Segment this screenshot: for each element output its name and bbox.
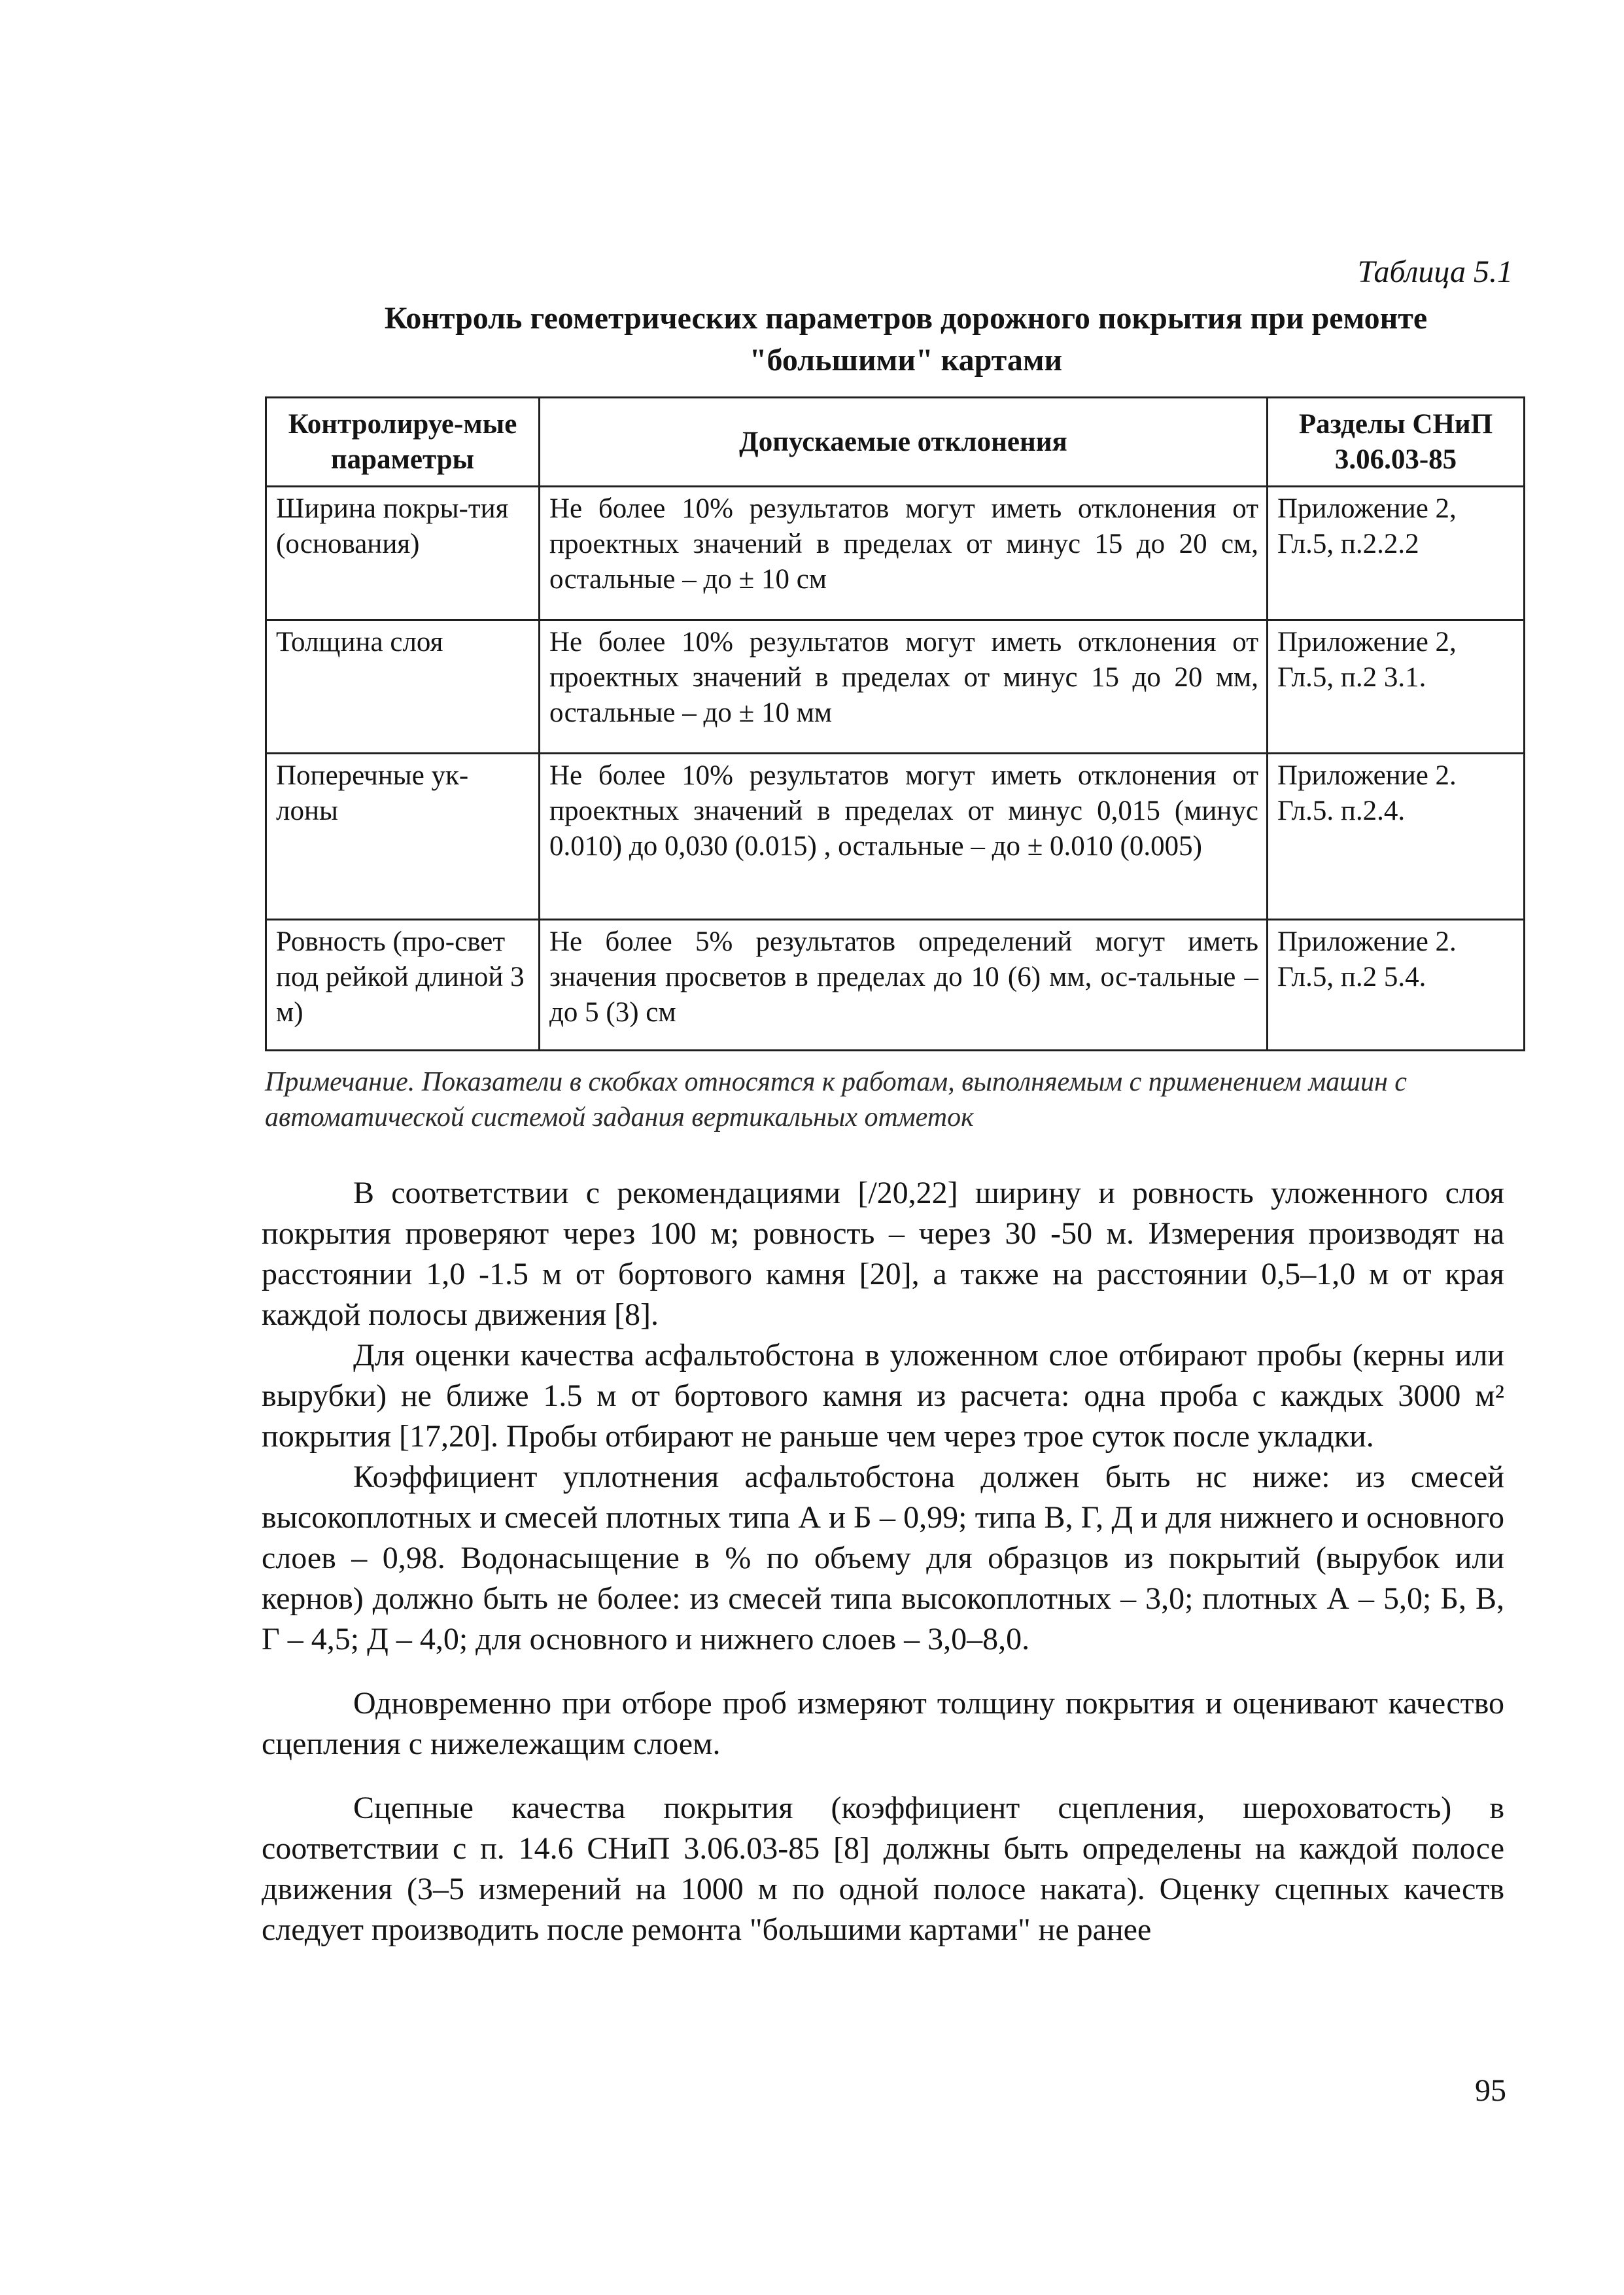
section-cell: Приложение 2, Гл.5, п.2 3.1. [1268,620,1525,754]
paragraph: Сцепные качества покрытия (коэффициент сцепления, шероховатость) в соответствии с п. 14.6 СНиП 3.06.03-85 [8] должны быть определены на каждой полосе движения (3–5 измерений на 1000 м по одной полосе наката). Оценку сцепных качеств следует производить после ремонта "большими картами" не ранее [262,1791,1504,1947]
table-row [266,487,1525,620]
paragraph: В соответствии с рекомендациями [/20,22] ширину и ровность уложенного слоя покрытия проверяют через 100 м; ровность – через 30 -50 м. Измерения производят на расстоянии 1,0 -1.5 м от бортового камня [20], а также на расстоянии 0,5–1,0 м от края каждой полосы движения [8]. [262,1176,1504,1332]
section-cell: Приложение 2, Гл.5, п.2.2.2 [1268,487,1525,620]
table-title [265,298,1547,381]
page-number: 95 [1475,2073,1506,2108]
paragraph: Одновременно при отборе проб измеряют толщину покрытия и оценивают качество сцепления с нижележащим слоем. [262,1686,1504,1761]
deviation-cell: Не более 5% результатов определений могут иметь значения просветов в пределах до 10 (6) мм, ос-тальные – до 5 (3) см [540,920,1268,1051]
parameter-cell: Толщина слоя [266,620,540,754]
column-header-deviations: Допускаемые отклонения [540,398,1268,487]
column-header-parameters: Контролируе-мые параметры [266,398,540,487]
table-header-row [266,398,1525,487]
paragraph: Коэффициент уплотнения асфальтобстона должен быть нс ниже: из смесей высокоплотных и смесей плотных типа А и Б – 0,99; типа В, Г, Д и для нижнего и основного слоев – 0,98. Водонасыщение в % по объему для образцов из покрытий (вырубок или кернов) должно быть не более: из смесей типа высокоплотных – 3,0; плотных А – 5,0; Б, В, Г – 4,5; Д – 4,0; для основного и нижнего слоев – 3,0–8,0. [262,1460,1504,1656]
parameter-cell: Поперечные ук-лоны [266,754,540,920]
table-row [266,620,1525,754]
table-row [266,920,1525,1051]
deviation-cell: Не более 10% результатов могут иметь отклонения от проектных значений в пределах от минус 15 до 20 см, остальные – до ± 10 см [540,487,1268,620]
parameter-cell: Ровность (про-свет под рейкой длиной 3 м) [266,920,540,1051]
table-title-line-2: "большими" картами [749,343,1063,377]
table-label: Таблица 5.1 [1357,254,1513,289]
body-text [262,1173,1504,1950]
parameter-cell: Ширина покры-тия (основания) [266,487,540,620]
table-title-line-1: Контроль геометрических параметров дорожного покрытия при ремонте [384,301,1428,336]
geometry-control-table [265,396,1525,1051]
section-cell: Приложение 2. Гл.5. п.2.4. [1268,754,1525,920]
deviation-cell: Не более 10% результатов могут иметь отклонения от проектных значений в пределах от минус 15 до 20 мм, остальные – до ± 10 мм [540,620,1268,754]
section-cell: Приложение 2. Гл.5, п.2 5.4. [1268,920,1525,1051]
table-row [266,754,1525,920]
paragraph: Для оценки качества асфальтобстона в уложенном слое отбирают пробы (керны или вырубки) не ближе 1.5 м от бортового камня из расчета: одна проба с каждых 3000 м² покрытия [17,20]. Пробы отбирают не раньше чем через трое суток после укладки. [262,1338,1504,1454]
column-header-snip-sections: Разделы СНиП 3.06.03-85 [1268,398,1525,487]
table-note: Примечание. Показатели в скобках относятся к работам, выполняемым с применением машин с автоматической системой задания вертикальных отметок [265,1067,1407,1132]
deviation-cell: Не более 10% результатов могут иметь отклонения от проектных значений в пределах от минус 0,015 (минус 0.010) до 0,030 (0.015) , остальные – до ± 0.010 (0.005) [540,754,1268,920]
